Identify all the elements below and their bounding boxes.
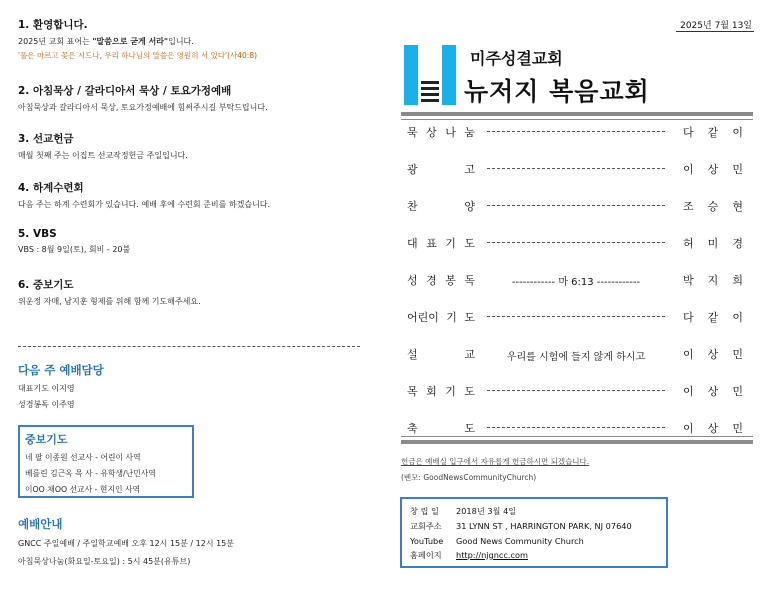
announcement-title: 4. 하계수련회: [18, 182, 84, 194]
order-label-char: 고: [464, 163, 475, 176]
order-label: [407, 309, 475, 325]
order-label-char: 목: [407, 385, 418, 398]
announcement-text: 아침묵상과 갈라디아서 묵상, 토요가정예배에 힘써주시길 부탁드립니다.: [18, 103, 268, 112]
order-person-char: 이: [683, 163, 694, 176]
offering-note: 헌금은 예배실 입구에서 자유롭게 헌금하시면 되겠습니다.: [401, 457, 590, 466]
order-label-char: 교: [464, 348, 475, 361]
order-label-char: 기: [445, 385, 456, 398]
next-week-line: 대표기도 이지영: [18, 384, 75, 393]
announcement-title: 2. 아침묵상 / 갈라디아서 묵상 / 토요가정예배: [18, 85, 232, 97]
order-label-char: 축: [407, 422, 418, 435]
order-label-char: 대: [407, 237, 418, 250]
order-person-char: 민: [732, 163, 743, 176]
order-label-char: 기: [446, 311, 457, 324]
info-value: 31 LYNN ST , HARRINGTON PARK, NJ 07640: [456, 521, 632, 531]
order-dash-line: [487, 427, 665, 428]
church-logo-icon: [404, 45, 456, 105]
order-person: [683, 309, 743, 325]
prayer-line: 이OO 채OO 선교사 - 현지인 사역: [25, 485, 141, 494]
announcement-title: 6. 중보기도: [18, 279, 74, 291]
church-name: 뉴저지 복음교회: [464, 77, 650, 106]
order-row: [401, 122, 753, 142]
order-label-char: 독: [464, 274, 475, 287]
order-person-char: 승: [707, 200, 719, 213]
order-label-char: 도: [464, 237, 475, 250]
announcement-text: 다음 주는 하계 수련회가 있습니다. 예배 후에 수련회 준비를 하겠습니다.: [18, 200, 271, 209]
order-label-char: 눔: [464, 126, 475, 139]
order-person-char: 민: [732, 422, 743, 435]
info-value: 2018년 3월 4일: [456, 506, 517, 516]
announcement-meditation: [18, 83, 268, 113]
order-person-char: 다: [683, 126, 694, 139]
worship-info-title: 예배안내: [18, 517, 63, 531]
announcement-vbs: [18, 228, 130, 255]
order-label: [407, 161, 475, 177]
denomination-name: 미주성결교회: [470, 49, 563, 68]
order-person-char: 이: [683, 348, 694, 361]
order-label-char: 양: [464, 200, 475, 213]
order-person-char: 이: [732, 311, 743, 324]
info-key: 홈페이지: [410, 550, 442, 560]
announcement-retreat: [18, 180, 270, 210]
announcement-title: 3. 선교헌금: [18, 133, 74, 145]
order-person-char: 박: [683, 274, 694, 287]
announcement-mission: [18, 131, 188, 161]
order-dash-line: [487, 131, 665, 132]
order-person: [683, 124, 743, 140]
info-address: [410, 521, 658, 532]
order-dash-line: [487, 316, 665, 317]
order-label-char: 어린이: [407, 311, 439, 324]
prayer-box-title: 중보기도: [25, 433, 68, 446]
announcement-text: VBS : 8월 9일(토), 회비 - 20불: [18, 245, 131, 254]
prayer-line: 네 팔 이종원 선교사 - 어린이 사역: [25, 453, 141, 462]
order-row: [401, 381, 753, 401]
info-key: 창 립 일: [410, 506, 439, 516]
next-week-title: 다음 주 예배담당: [18, 363, 104, 377]
order-person-char: 지: [707, 274, 719, 287]
info-youtube[interactable]: [410, 536, 658, 546]
order-dash-line: [487, 168, 665, 169]
order-label-char: 도: [464, 422, 475, 435]
order-label-char: 도: [464, 385, 475, 398]
order-row: [401, 159, 753, 179]
order-person-char: 경: [732, 237, 743, 250]
order-label-char: 찬: [407, 200, 418, 213]
info-value[interactable]: Good News Community Church: [456, 536, 584, 546]
order-person-char: 희: [732, 274, 743, 287]
info-founded: [410, 506, 658, 517]
order-label: [407, 383, 475, 399]
order-row: [401, 233, 753, 253]
order-top-rule-thin: [401, 119, 753, 120]
order-person-char: 조: [683, 200, 694, 213]
order-label-char: 회: [426, 385, 437, 398]
announcement-text: [18, 36, 257, 47]
announcement-title: 5. VBS: [18, 228, 57, 240]
prayer-line: 베를린 김근옥 목 사 - 유학생/난민사역: [25, 469, 156, 478]
order-person-char: 허: [683, 237, 694, 250]
order-label: [407, 124, 475, 140]
order-person: [683, 161, 743, 177]
announcement-prayer: [18, 277, 201, 307]
order-dash-line: [487, 205, 665, 206]
church-info-box: [400, 497, 668, 568]
order-label-char: 표: [426, 237, 437, 250]
order-label-char: 묵: [407, 126, 418, 139]
next-week-line: 성경봉독 이주영: [18, 400, 75, 409]
order-row: [401, 270, 753, 290]
worship-info-line: 아침묵상나눔(화요일-토요일) : 5시 45분(유튜브): [18, 557, 191, 566]
order-label-char: 기: [445, 237, 456, 250]
motto-verse: '풀은 마르고 꽃은 시드나, 우리 하나님의 말씀은 영원히 서 있다'(사40:8): [18, 51, 258, 60]
order-person-char: 이: [683, 422, 694, 435]
order-dash-line: [487, 390, 665, 391]
order-label-char: 경: [426, 274, 437, 287]
order-person: [683, 272, 743, 288]
announcement-welcome: [18, 17, 257, 61]
order-label-char: 도: [464, 311, 475, 324]
order-person-char: 상: [707, 163, 719, 176]
order-person-char: 현: [732, 200, 743, 213]
order-person-char: 같: [707, 311, 719, 324]
order-dash-line: [487, 242, 665, 243]
order-person: [683, 420, 743, 436]
order-detail: 우리를 시험에 들지 않게 하시고: [506, 352, 646, 363]
announcement-title: 1. 환영합니다.: [18, 19, 88, 31]
order-person: [683, 346, 743, 362]
info-key: 교회주소: [410, 521, 442, 531]
order-row: [401, 418, 753, 438]
order-label-char: 나: [445, 126, 456, 139]
section-divider: [18, 346, 360, 347]
order-person-char: 같: [707, 126, 719, 139]
order-label-char: 성: [407, 274, 418, 287]
order-person-char: 다: [683, 311, 694, 324]
motto-suffix: 입니다.: [168, 37, 194, 46]
order-row: [401, 196, 753, 216]
order-person: [683, 198, 743, 214]
order-label-char: 봉: [445, 274, 456, 287]
order-bottom-rule: [401, 440, 753, 444]
order-row: [401, 344, 753, 364]
order-label: [407, 272, 475, 288]
order-row: [401, 307, 753, 327]
date-underline: [676, 31, 754, 32]
order-person-char: 민: [732, 385, 743, 398]
bulletin-date: 2025년 7월 13일: [680, 21, 752, 31]
info-homepage[interactable]: [410, 550, 658, 561]
order-bottom-rule-thin: [401, 436, 753, 437]
order-detail: ------------ 마 6:13 ------------: [511, 277, 641, 288]
order-person-char: 미: [707, 237, 719, 250]
intercessory-prayer-box: [18, 425, 194, 498]
order-label: [407, 346, 475, 362]
order-label-char: 상: [426, 126, 437, 139]
info-key: YouTube: [410, 536, 444, 546]
order-label: [407, 235, 475, 251]
homepage-link[interactable]: http://njgncc.com: [456, 550, 529, 560]
order-person-char: 이: [732, 126, 743, 139]
worship-info-line: GNCC 주일예배 / 주일학교예배 오후 12시 15분 / 12시 15분: [18, 539, 234, 548]
order-label: [407, 420, 475, 436]
order-person-char: 상: [707, 422, 719, 435]
order-person: [683, 235, 743, 251]
venmo-note: (벤모: GoodNewsCommunityChurch): [401, 473, 537, 482]
order-person-char: 상: [707, 348, 719, 361]
announcement-text: 위운정 자매, 남지훈 형제를 위해 함께 기도해주세요.: [18, 297, 201, 306]
order-person-char: 민: [732, 348, 743, 361]
order-label-char: 설: [407, 348, 418, 361]
announcement-text: 매월 첫째 주는 이집트 선교작정헌금 주일입니다.: [18, 151, 188, 160]
order-label-char: 광: [407, 163, 418, 176]
motto-prefix: 2025년 교회 표어는: [18, 37, 93, 46]
order-label: [407, 198, 475, 214]
order-top-rule: [401, 112, 753, 116]
order-person-char: 이: [683, 385, 694, 398]
motto-bold: "말씀으로 굳게 서라": [92, 37, 169, 46]
order-person-char: 상: [707, 385, 719, 398]
order-person: [683, 383, 743, 399]
